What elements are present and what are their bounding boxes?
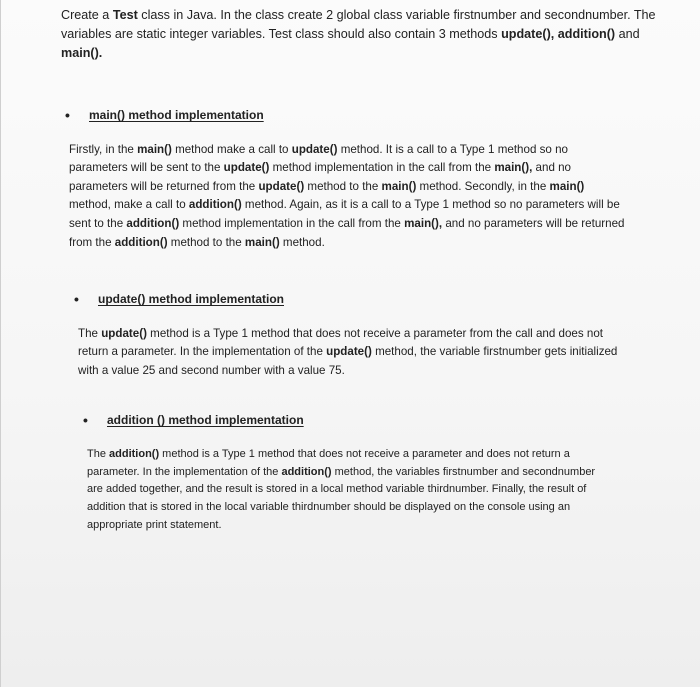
paragraph-text: method, the variable firstnumber gets initialized with a value 25 and second number with a value 75.: [78, 345, 618, 377]
paragraph-bold: main(): [381, 179, 417, 193]
paragraph-text: method. It is a call to a Type 1 method so no parameters will be sent to the: [69, 142, 568, 175]
paragraph-text: method to the: [304, 179, 382, 193]
paragraph-bold: main(): [244, 235, 280, 249]
section-paragraph: [69, 141, 629, 253]
paragraph-bold: update(): [101, 326, 147, 340]
paragraph-text: and no parameters will be returned from the: [69, 216, 625, 249]
intro-text: class in Java. In the class create 2 global class variable firstnumber and secondnumber. The variables are static integer variables. Test class should also contain 3 methods: [61, 8, 656, 41]
paragraph-text: method, the variables firstnumber and secondnumber are added together, and the result is stored in a local method variable thirdnumber. Finally, the result of addition that is stored in the local variable thirdnumber should be displayed on the console using an appropriate print statement.: [87, 465, 596, 531]
paragraph-bold: update(): [258, 179, 305, 193]
section-paragraph: [78, 325, 618, 381]
paragraph-text: method is a Type 1 method that does not receive a parameter from the call and does not return a parameter. In the implementation of the: [78, 326, 604, 359]
intro-bold: update(), addition(): [501, 27, 616, 41]
section-heading: [83, 412, 607, 430]
paragraph-bold: addition(): [281, 465, 332, 478]
paragraph-bold: main(),: [494, 161, 533, 175]
paragraph-bold: main(): [137, 142, 172, 156]
paragraph-bold: main(): [549, 179, 585, 193]
heading-text: update() method implementation: [98, 292, 284, 306]
paragraph-text: The: [78, 326, 102, 340]
bullet-icon: •: [74, 291, 79, 307]
paragraph-text: method to the: [167, 235, 245, 249]
paragraph-text: method. Secondly, in the: [416, 179, 550, 193]
heading-text: addition () method implementation: [107, 413, 304, 427]
paragraph-text: method.: [279, 235, 325, 249]
intro-text: Create a: [61, 8, 113, 22]
paragraph-text: The: [87, 447, 110, 460]
paragraph-text: method make a call to: [171, 142, 292, 156]
section-update: [74, 290, 618, 380]
paragraph-bold: update(): [223, 161, 270, 175]
paragraph-text: method implementation in the call from the: [179, 216, 405, 230]
paragraph-bold: addition(): [126, 216, 180, 230]
section-main: [65, 106, 629, 252]
paragraph-bold: main(),: [404, 216, 443, 230]
paragraph-bold: addition(): [188, 198, 242, 212]
section-paragraph: [87, 446, 607, 535]
paragraph-text: Firstly, in the: [69, 142, 138, 156]
paragraph-text: method is a Type 1 method that does not receive a parameter and does not return a parameter. In the implementation of the: [87, 447, 570, 478]
intro-paragraph: [61, 6, 661, 63]
paragraph-text: method implementation in the call from the: [269, 161, 495, 175]
paragraph-bold: addition(): [109, 447, 160, 460]
paragraph-bold: addition(): [114, 235, 168, 249]
intro-text: and: [615, 27, 640, 41]
section-heading: [74, 290, 618, 309]
intro-bold: Test: [112, 8, 138, 22]
paragraph-text: method, make a call to: [69, 198, 189, 212]
section-addition: [83, 412, 607, 535]
bullet-icon: •: [65, 107, 70, 123]
bullet-icon: •: [83, 412, 88, 428]
paragraph-text: method. Again, as it is a call to a Type 1 method so no parameters will be sent to the: [69, 198, 620, 230]
heading-text: main() method implementation: [89, 108, 264, 122]
intro-bold: main().: [61, 46, 103, 60]
paragraph-text: and no parameters will be returned from the: [69, 161, 572, 193]
paragraph-bold: update(): [291, 142, 338, 156]
section-heading: [65, 106, 629, 125]
paragraph-bold: update(): [326, 345, 372, 359]
